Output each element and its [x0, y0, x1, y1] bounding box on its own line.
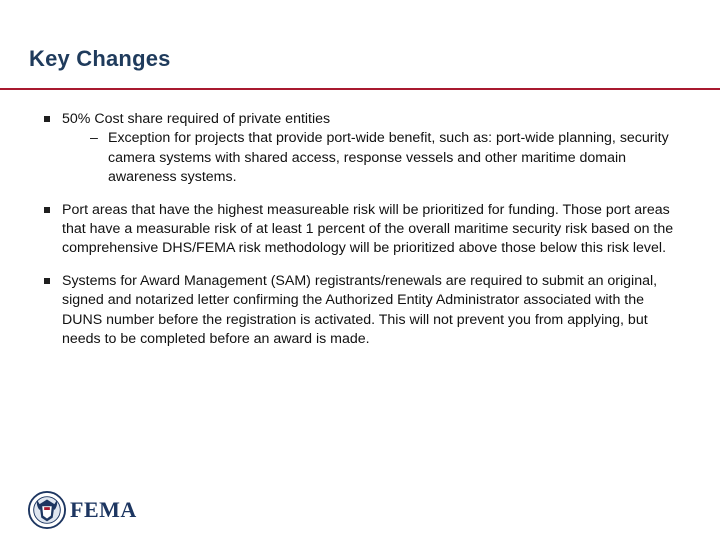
- sub-bullet-item: [62, 129, 682, 187]
- square-bullet-icon: [44, 207, 50, 213]
- fema-wordmark: FEMA: [70, 497, 137, 522]
- title-divider: [0, 88, 720, 90]
- square-bullet-icon: [44, 116, 50, 122]
- bullet-item: [42, 272, 682, 350]
- bullet-text: Systems for Award Management (SAM) registrants/renewals are required to submit an original, signed and notarized letter confirming the Authorized Entity Administrator associated with the DUNS number before the registration is activated. This will not prevent you from applying, but needs to be completed before an award is made.: [62, 272, 658, 348]
- bullet-text: Port areas that have the highest measureable risk will be prioritized for funding. Those port areas that have a measurable risk of at least 1 percent of the overall maritime security risk based on the comprehensive DHS/FEMA risk methodology will be prioritized above those below this risk level.: [62, 201, 674, 257]
- bullet-item: [42, 201, 682, 259]
- dash-bullet-icon: –: [90, 130, 98, 147]
- dhs-seal-icon: [28, 491, 66, 529]
- bullet-list: [42, 110, 682, 362]
- bullet-text: 50% Cost share required of private entities: [62, 111, 331, 127]
- bullet-item: [42, 110, 682, 188]
- square-bullet-icon: [44, 278, 50, 284]
- page-title: Key Changes: [29, 46, 171, 71]
- fema-logo: [28, 490, 137, 530]
- sub-bullet-text: Exception for projects that provide port-wide benefit, such as: port-wide planning, security camera systems with shared access, response vessels and other maritime domain awareness systems.: [108, 130, 669, 186]
